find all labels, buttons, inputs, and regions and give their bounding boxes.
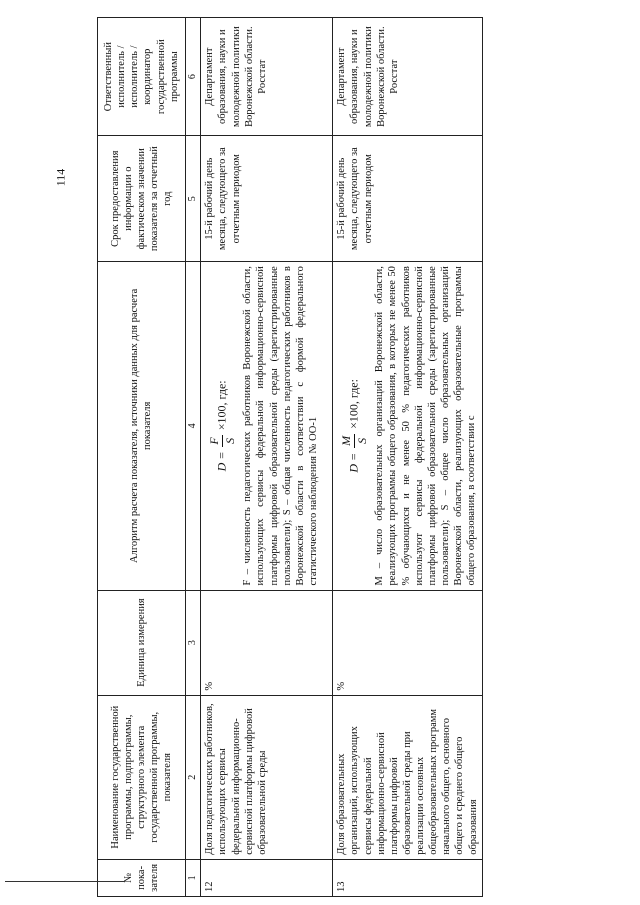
header-algorithm: Алгоритм расчета показателя, источники данных для расчета показателя	[98, 262, 186, 590]
col-number: 5	[185, 136, 201, 262]
unit-cell: %	[201, 590, 333, 695]
formula-numerator: M	[339, 435, 354, 446]
indicator-name: Доля образовательных организаций, использующих сервисы федеральной информационно-сервисной платформы цифровой образовательной среды при реализации основных общеобразовательных программ начального общего, основного общего и среднего общего образования	[333, 695, 482, 859]
row-number: 12	[201, 859, 333, 896]
responsible-cell: Департамент образования, науки и молодежной политики Воронежской области. Росстат	[333, 18, 482, 136]
col-number: 4	[185, 262, 201, 590]
column-number-row	[185, 18, 201, 897]
col-number: 6	[185, 18, 201, 136]
algorithm-text: M – число образовательных организаций Воронежской области, реализующих программы общего образования, в которых не менее 50 % обучающихся и не менее 50 % педагогических работников используют сервисы федеральной информационно-сервисной платформы цифровой образовательной среды (зарегистрированные пользователи); S – общее число образовательных организаций Воронежской области, реализующих образовательные программы общего образования, в соответствии с	[374, 266, 478, 586]
unit-cell: %	[333, 590, 482, 695]
col-number: 2	[185, 695, 201, 859]
algorithm-text: F – численность педагогических работников Воронежской области, использующих сервисы федеральной информационно-сервисной платформы цифровой образовательной среды (зарегистрированные пользователи); S – общая численность педагогических работников в Воронежской области в соответствии с формой федерального статистического наблюдения № ОО-1	[242, 266, 319, 586]
formula-rhs: ×100, где:	[346, 379, 361, 429]
header-responsible: Ответственный исполнитель / исполнитель / координатор государственной программы	[98, 18, 186, 136]
header-row	[98, 18, 186, 897]
formula	[339, 266, 370, 585]
formula-lhs: D =	[346, 452, 361, 473]
algorithm-cell	[201, 262, 333, 590]
formula-numerator: F	[207, 437, 222, 445]
formula-fraction	[207, 435, 238, 446]
col-number: 1	[185, 859, 201, 896]
indicator-name: Доля педагогических работников, использующих сервисы федеральной информационно-сервисной платформы цифровой образовательной среды	[201, 695, 333, 859]
formula-rhs: ×100, где:	[214, 380, 229, 431]
header-number: № пока-зателя	[98, 859, 186, 896]
algorithm-cell	[333, 262, 482, 590]
header-unit: Единица измерения	[98, 590, 186, 695]
formula-fraction	[339, 434, 370, 448]
table-row	[201, 18, 333, 897]
deadline-cell: 15-й рабочий день месяца, следующего за отчетным периодом	[201, 136, 333, 262]
responsible-cell: Департамент образования, науки и молодежной политики Воронежской области. Росстат	[201, 18, 333, 136]
formula-lhs: D =	[214, 451, 229, 472]
footer-divider	[5, 881, 125, 882]
header-deadline: Срок предоставления информации о фактическом значении показателя за отчетный год	[98, 136, 186, 262]
header-name: Наименование государственной программы, подпрограммы, структурного элемента государственной программы, показателя	[98, 695, 186, 859]
indicator-table	[97, 17, 483, 897]
row-number: 13	[333, 859, 482, 896]
rotated-table-container	[97, 17, 617, 897]
formula-denominator: S	[355, 437, 370, 444]
deadline-cell: 15-й рабочий день месяца, следующего за отчетным периодом	[333, 136, 482, 262]
page-number: 114	[53, 168, 68, 187]
formula-denominator: S	[223, 437, 238, 444]
formula	[207, 266, 238, 585]
col-number: 3	[185, 590, 201, 695]
table-row	[333, 18, 482, 897]
